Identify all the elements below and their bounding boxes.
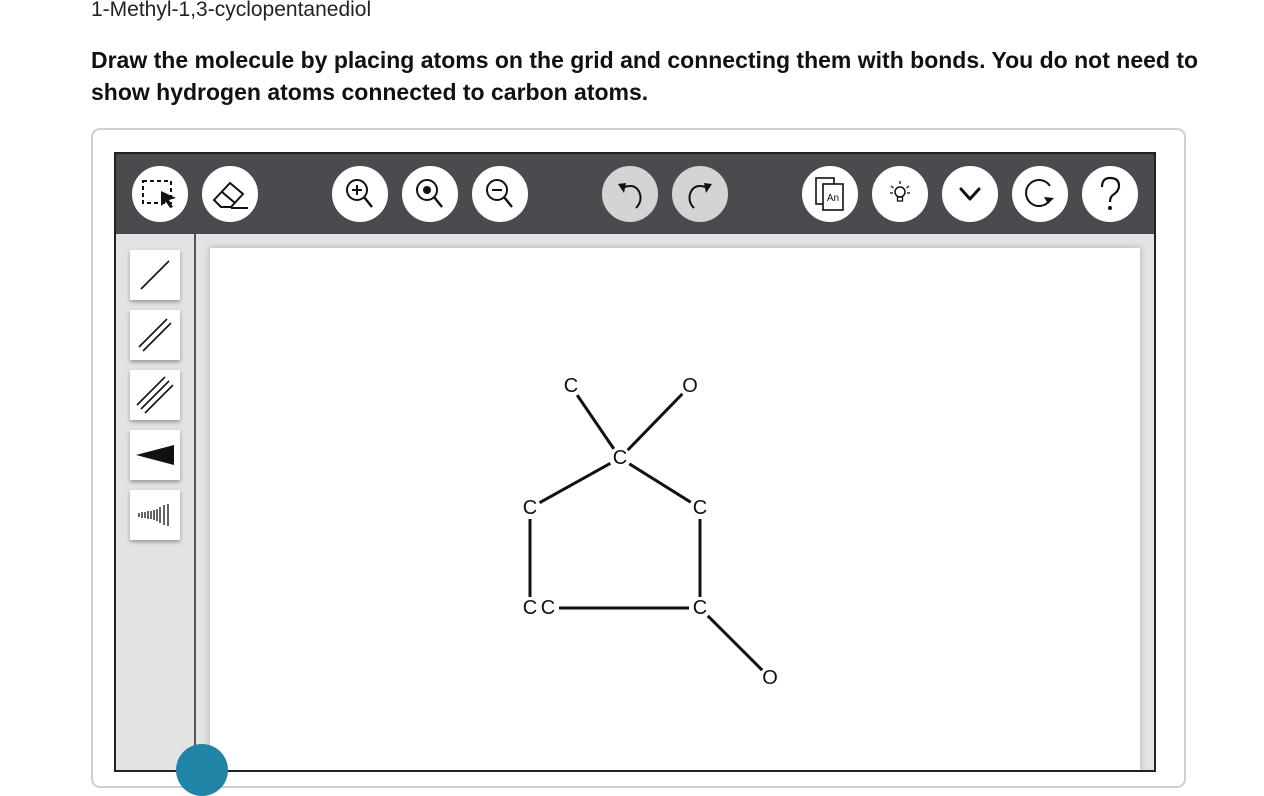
zoom-out-button[interactable]: [470, 164, 530, 224]
template-label: An: [826, 193, 840, 204]
zoom-out-icon: [480, 174, 520, 214]
single-bond-icon: [133, 253, 177, 297]
eraser-tool-button[interactable]: [200, 164, 260, 224]
hash-bond-button[interactable]: [130, 490, 180, 540]
editor-toolbar: [116, 154, 1154, 234]
redo-button[interactable]: [670, 164, 730, 224]
zoom-reset-button[interactable]: [400, 164, 460, 224]
atom-o-8[interactable]: O: [762, 667, 778, 689]
atom-c-7[interactable]: C: [692, 597, 708, 619]
bond-3[interactable]: [629, 464, 690, 502]
eraser-icon: [210, 174, 250, 214]
atom-c-4[interactable]: C: [692, 497, 708, 519]
chevron-down-icon: [950, 174, 990, 214]
triple-bond-icon: [133, 373, 177, 417]
atom-c-6[interactable]: C: [540, 597, 556, 619]
hash-bond-icon: [133, 493, 177, 537]
help-bubble[interactable]: [176, 744, 228, 796]
templates-button[interactable]: [800, 164, 860, 224]
wedge-bond-icon: [133, 433, 177, 477]
select-tool-button[interactable]: [130, 164, 190, 224]
help-button[interactable]: [1080, 164, 1140, 224]
hint-button[interactable]: [870, 164, 930, 224]
atom-o-1[interactable]: O: [682, 375, 698, 397]
atom-c-3[interactable]: C: [522, 497, 538, 519]
question-title: 1-Methyl-1,3-cyclopentanediol: [91, 0, 372, 21]
question-instruction: Draw the molecule by placing atoms on the grid and connecting them with bonds. You do not need to show hydrogen atoms connected to carbon atoms.: [91, 47, 1199, 105]
zoom-in-icon: [340, 174, 380, 214]
atom-c-5[interactable]: C: [522, 597, 538, 619]
triple-bond-button[interactable]: [130, 370, 180, 420]
zoom-reset-icon: [410, 174, 450, 214]
bond-tools-panel: [116, 234, 196, 772]
lightbulb-icon: [880, 174, 920, 214]
atom-c-0[interactable]: C: [563, 375, 579, 397]
bond-0[interactable]: [577, 395, 614, 449]
double-bond-button[interactable]: [130, 310, 180, 360]
molecule-editor: [114, 152, 1156, 772]
bond-7[interactable]: [708, 616, 762, 670]
molecule-drawing: [210, 248, 1140, 772]
drawing-canvas[interactable]: [210, 248, 1140, 772]
reset-button[interactable]: [1010, 164, 1070, 224]
more-button[interactable]: [940, 164, 1000, 224]
question-icon: [1090, 174, 1130, 214]
bond-1[interactable]: [628, 394, 683, 450]
single-bond-button[interactable]: [130, 250, 180, 300]
undo-icon: [610, 174, 650, 214]
zoom-in-button[interactable]: [330, 164, 390, 224]
undo-button[interactable]: [600, 164, 660, 224]
wedge-bond-button[interactable]: [130, 430, 180, 480]
reset-icon: [1020, 174, 1060, 214]
marquee-select-icon: [140, 174, 180, 214]
redo-icon: [680, 174, 720, 214]
atom-c-2[interactable]: C: [612, 447, 628, 469]
bond-2[interactable]: [540, 463, 611, 502]
double-bond-icon: [133, 313, 177, 357]
template-icon: [810, 174, 850, 214]
